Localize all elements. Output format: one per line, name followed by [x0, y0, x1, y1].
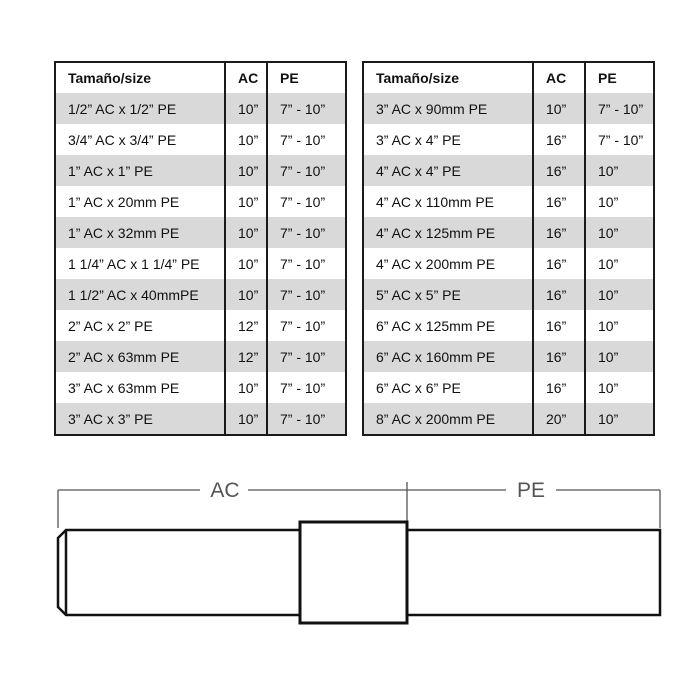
header-size: Tamaño/size — [55, 62, 225, 93]
cell-size: 5” AC x 5” PE — [363, 279, 533, 310]
cell-pe: 7” - 10” — [267, 124, 346, 155]
ac-pipe — [58, 530, 300, 615]
table-row — [55, 341, 346, 372]
cell-ac: 10” — [533, 93, 585, 124]
pe-pipe — [405, 530, 660, 615]
cell-size: 4” AC x 110mm PE — [363, 186, 533, 217]
table-row — [55, 186, 346, 217]
cell-size: 1/2” AC x 1/2” PE — [55, 93, 225, 124]
cell-pe: 7” - 10” — [267, 155, 346, 186]
cell-ac: 16” — [533, 248, 585, 279]
cell-size: 3” AC x 3” PE — [55, 403, 225, 435]
table-row — [55, 93, 346, 124]
cell-pe: 10” — [585, 186, 654, 217]
header-size: Tamaño/size — [363, 62, 533, 93]
size-table-right — [362, 61, 655, 436]
table-header-row — [55, 62, 346, 93]
cell-size: 1” AC x 32mm PE — [55, 217, 225, 248]
table-row — [55, 310, 346, 341]
table-row — [55, 372, 346, 403]
cell-ac: 12” — [225, 341, 267, 372]
cell-ac: 10” — [225, 248, 267, 279]
cell-ac: 10” — [225, 217, 267, 248]
cell-pe: 7” - 10” — [267, 217, 346, 248]
cell-size: 2” AC x 63mm PE — [55, 341, 225, 372]
cell-pe: 10” — [585, 217, 654, 248]
cell-size: 3” AC x 90mm PE — [363, 93, 533, 124]
size-table-left — [54, 61, 347, 436]
cell-pe: 10” — [585, 341, 654, 372]
table-row — [363, 248, 654, 279]
cell-pe: 7” - 10” — [267, 93, 346, 124]
cell-ac: 16” — [533, 217, 585, 248]
cell-size: 3” AC x 4” PE — [363, 124, 533, 155]
cell-pe: 10” — [585, 155, 654, 186]
table-row — [363, 155, 654, 186]
cell-size: 6” AC x 125mm PE — [363, 310, 533, 341]
cell-ac: 10” — [225, 372, 267, 403]
cell-ac: 10” — [225, 403, 267, 435]
cell-size: 6” AC x 160mm PE — [363, 341, 533, 372]
table-row — [55, 248, 346, 279]
cell-pe: 7” - 10” — [267, 186, 346, 217]
header-pe: PE — [585, 62, 654, 93]
coupling-sleeve — [300, 522, 407, 623]
cell-size: 4” AC x 125mm PE — [363, 217, 533, 248]
cell-pe: 10” — [585, 310, 654, 341]
cell-pe: 7” - 10” — [267, 403, 346, 435]
cell-ac: 16” — [533, 310, 585, 341]
cell-ac: 10” — [225, 186, 267, 217]
cell-pe: 10” — [585, 403, 654, 435]
header-ac: AC — [533, 62, 585, 93]
cell-pe: 10” — [585, 372, 654, 403]
cell-pe: 7” - 10” — [267, 248, 346, 279]
table-row — [363, 217, 654, 248]
cell-pe: 7” - 10” — [267, 279, 346, 310]
cell-size: 2” AC x 2” PE — [55, 310, 225, 341]
cell-size: 8” AC x 200mm PE — [363, 403, 533, 435]
cell-ac: 16” — [533, 155, 585, 186]
cell-ac: 20” — [533, 403, 585, 435]
cell-size: 4” AC x 200mm PE — [363, 248, 533, 279]
header-ac: AC — [225, 62, 267, 93]
cell-ac: 10” — [225, 124, 267, 155]
cell-pe: 7” - 10” — [585, 124, 654, 155]
table-row — [55, 155, 346, 186]
cell-ac: 10” — [225, 93, 267, 124]
cell-size: 1 1/4” AC x 1 1/4” PE — [55, 248, 225, 279]
table-header-row — [363, 62, 654, 93]
cell-pe: 7” - 10” — [267, 310, 346, 341]
cell-ac: 16” — [533, 279, 585, 310]
pe-label: PE — [516, 479, 546, 502]
cell-ac: 16” — [533, 341, 585, 372]
cell-ac: 10” — [225, 155, 267, 186]
cell-ac: 10” — [225, 279, 267, 310]
cell-pe: 10” — [585, 279, 654, 310]
cell-size: 1 1/2” AC x 40mmPE — [55, 279, 225, 310]
cell-ac: 16” — [533, 124, 585, 155]
table-row — [55, 124, 346, 155]
table-row — [363, 310, 654, 341]
table-row — [363, 279, 654, 310]
table-row — [363, 124, 654, 155]
table-row — [363, 93, 654, 124]
cell-ac: 12” — [225, 310, 267, 341]
cell-size: 1” AC x 1” PE — [55, 155, 225, 186]
cell-ac: 16” — [533, 186, 585, 217]
table-row — [55, 279, 346, 310]
header-pe: PE — [267, 62, 346, 93]
ac-label: AC — [210, 479, 240, 502]
cell-size: 3/4” AC x 3/4” PE — [55, 124, 225, 155]
cell-pe: 7” - 10” — [267, 372, 346, 403]
table-row — [363, 403, 654, 435]
cell-pe: 7” - 10” — [585, 93, 654, 124]
table-row — [363, 372, 654, 403]
cell-size: 6” AC x 6” PE — [363, 372, 533, 403]
table-row — [55, 403, 346, 435]
table-row — [363, 186, 654, 217]
cell-size: 1” AC x 20mm PE — [55, 186, 225, 217]
table-row — [363, 341, 654, 372]
fitting-diagram — [0, 460, 700, 640]
cell-pe: 7” - 10” — [267, 341, 346, 372]
table-row — [55, 217, 346, 248]
cell-ac: 16” — [533, 372, 585, 403]
cell-size: 4” AC x 4” PE — [363, 155, 533, 186]
cell-size: 3” AC x 63mm PE — [55, 372, 225, 403]
cell-pe: 10” — [585, 248, 654, 279]
